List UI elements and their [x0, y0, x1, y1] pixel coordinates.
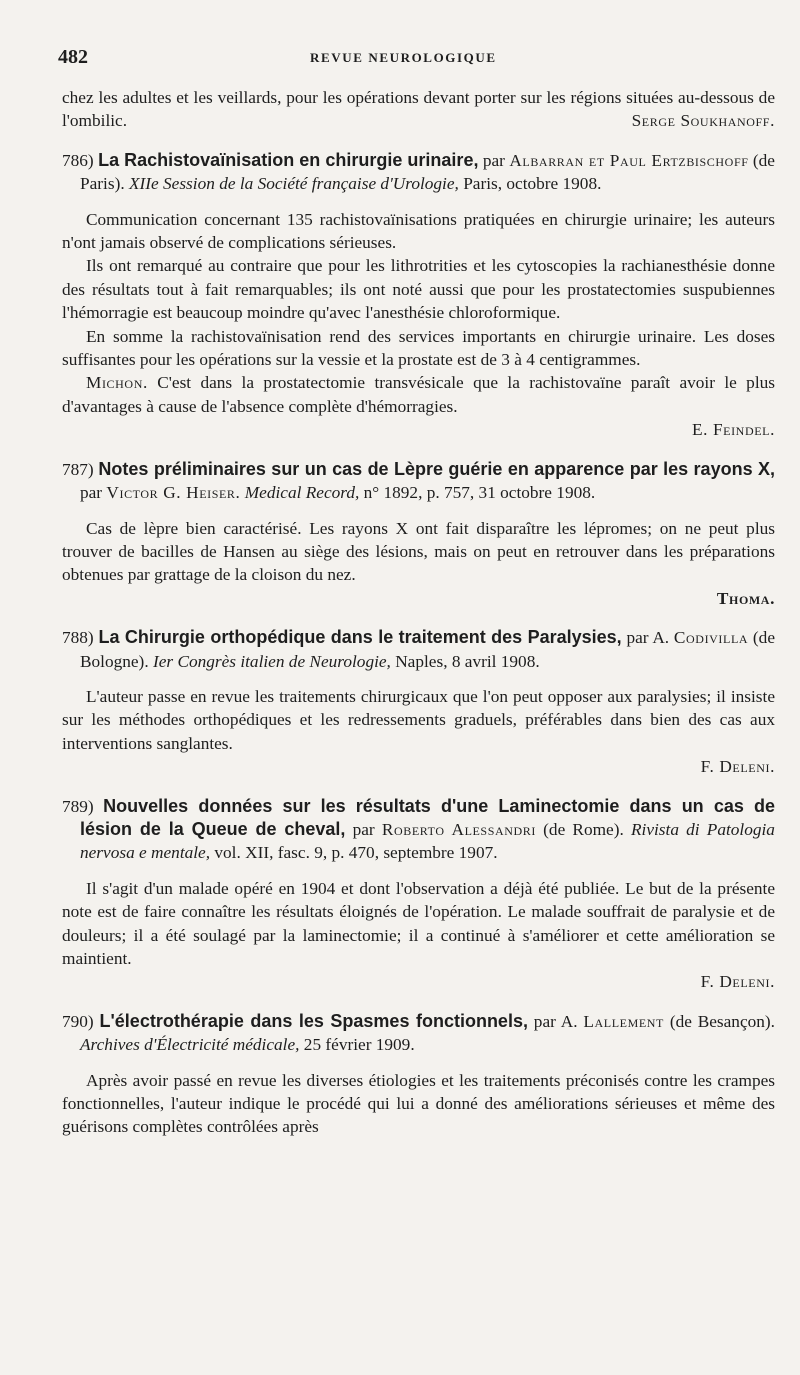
entry-title: Notes préliminaires sur un cas de Lèpre guérie en apparence par les rayons X, [98, 458, 775, 479]
entry-heading: 786) La Rachistovaïnisation en chirurgie urinaire, par Albarran et Paul Ertzbischoff (de Paris). XIIe Session de la Société française d'Urologie, Paris, octobre 1908. [62, 149, 775, 194]
entry-number: 790) [62, 1011, 94, 1031]
entry-paragraph: Après avoir passé en revue les diverses étiologies et les traitements préconisés contre les crampes fonctionnelles, l'auteur indique le procédé qui lui a donné des améliorations sérieuses et même des guérisons complètes contrôlées après [62, 1070, 775, 1137]
entry-source: XIIe Session de la Société française d'Urologie, [128, 174, 459, 194]
entry-authors: Roberto Alessandri [381, 819, 536, 839]
entry-title: L'électrothérapie dans les Spasmes fonctionnels, [99, 1010, 528, 1031]
entry-paragraph: Cas de lèpre bien caractérisé. Les rayons X ont fait disparaître les lépromes; on ne peut plus trouver de bacilles de Hansen au siège des lésions, mais on peut en retrouver dans les préparations obtenues par grattage de la cloison du nez. [62, 518, 775, 585]
entry-title: Nouvelles données sur les résultats d'une Laminectomie dans un cas de lésion de la Queue de cheval, [80, 795, 775, 839]
entry-heading: 790) L'électrothérapie dans les Spasmes fonctionnels, par A. Lallement (de Besançon). Archives d'Électricité médicale, 25 février 1909. [62, 1010, 775, 1055]
page-header [58, 46, 760, 70]
entry-number: 788) [62, 628, 94, 648]
entry-number: 787) [62, 459, 94, 479]
entry-heading: 787) Notes préliminaires sur un cas de Lèpre guérie en apparence par les rayons X, par Victor G. Heiser. Medical Record, n° 1892, p. 757, 31 octobre 1908. [62, 458, 775, 503]
entry-787 [62, 458, 775, 610]
entry-790 [62, 1010, 775, 1139]
entry-788 [62, 626, 775, 778]
entry-paragraph: En somme la rachistovaïnisation rend des services importants en chirurgie urinaire. Les doses suffisantes pour les opérations sur la vessie et la prostate est de 3 à 4 centigrammes. [62, 326, 775, 370]
entry-789 [62, 795, 775, 994]
entry-source: Ier Congrès italien de Neurologie, [152, 651, 391, 671]
entry-heading: 789) Nouvelles données sur les résultats d'une Laminectomie dans un cas de lésion de la Queue de cheval, par Roberto Alessandri (de Rome). Rivista di Patologia nervosa e mentale, vol. XII, fasc. 9, p. 470, septembre 1907. [62, 795, 775, 863]
running-title: REVUE NEUROLOGIQUE [310, 50, 497, 65]
intro-block [62, 86, 775, 133]
page-content [62, 86, 775, 1139]
entry-source: Medical Record, [244, 483, 360, 503]
intro-text: chez les adultes et les veillards, pour les opérations devant porter sur les régions situées au-dessous de l'ombilic. Serge Soukhanoff. [62, 86, 775, 133]
entry-source: Rivista di Patologia nervosa e mentale, [80, 819, 775, 863]
entry-signature: Thoma. [716, 588, 775, 608]
entry-heading: 788) La Chirurgie orthopédique dans le traitement des Paralysies, par A. Codivilla (de Bologne). Ier Congrès italien de Neurologie, Naples, 8 avril 1908. [62, 627, 775, 671]
entry-signature: E. Feindel. [691, 420, 775, 440]
entry-authors: Victor G. Heiser. [106, 483, 241, 503]
entry-signature: F. Deleni. [700, 972, 775, 992]
entry-paragraph: L'auteur passe en revue les traitements chirurgicaux que l'on peut opposer aux paralysies; il insiste sur les méthodes orthopédiques et les redressements graduels, préférables dans bien des cas aux interventions sanglantes. [62, 686, 775, 753]
intro-signature: Serge Soukhanoff. [631, 111, 775, 131]
entry-paragraph: Ils ont remarqué au contraire que pour les lithrotrities et les cytoscopies la rachianesthésie donne des résultats tout à fait remarquables; ils ont noté aussi que pour les prostatectomies suspubiennes l'hémorragie est beaucoup moindre qu'avec l'anesthésie chloroformique. [62, 256, 775, 323]
entry-authors: Codivilla [673, 628, 749, 648]
entry-paragraph: Il s'agit d'un malade opéré en 1904 et dont l'observation a déjà été publiée. Le but de la présente note est de faire connaître les résultats éloignés de l'opération. Le malade souffrait de paralysie et de douleurs; il a été soulagé par la laminectomie; il a continué à s'améliorer et cette amélioration se maintient. [62, 878, 775, 968]
entry-authors: Albarran et Paul Ertzbischoff [509, 150, 749, 170]
entry-paragraph: Michon. C'est dans la prostatectomie transvésicale que la rachistovaïne paraît avoir le plus d'avantages à cause de l'absence complète d'hémorragies. [62, 373, 775, 416]
entry-paragraph: Communication concernant 135 rachistovaïnisations pratiquées en chirurgie urinaire; les auteurs n'ont jamais observé de complications sérieuses. [62, 209, 775, 253]
entry-number: 789) [62, 796, 94, 816]
entry-number: 786) [62, 150, 94, 170]
entry-source: Archives d'Électricité médicale, [80, 1035, 300, 1055]
entry-title: La Rachistovaïnisation en chirurgie urinaire, [98, 149, 479, 170]
page-number: 482 [58, 46, 88, 68]
entry-title: La Chirurgie orthopédique dans le traitement des Paralysies, [98, 627, 622, 648]
entry-authors: Lallement [583, 1011, 664, 1031]
entry-786 [62, 149, 775, 442]
entry-signature: F. Deleni. [700, 757, 775, 777]
